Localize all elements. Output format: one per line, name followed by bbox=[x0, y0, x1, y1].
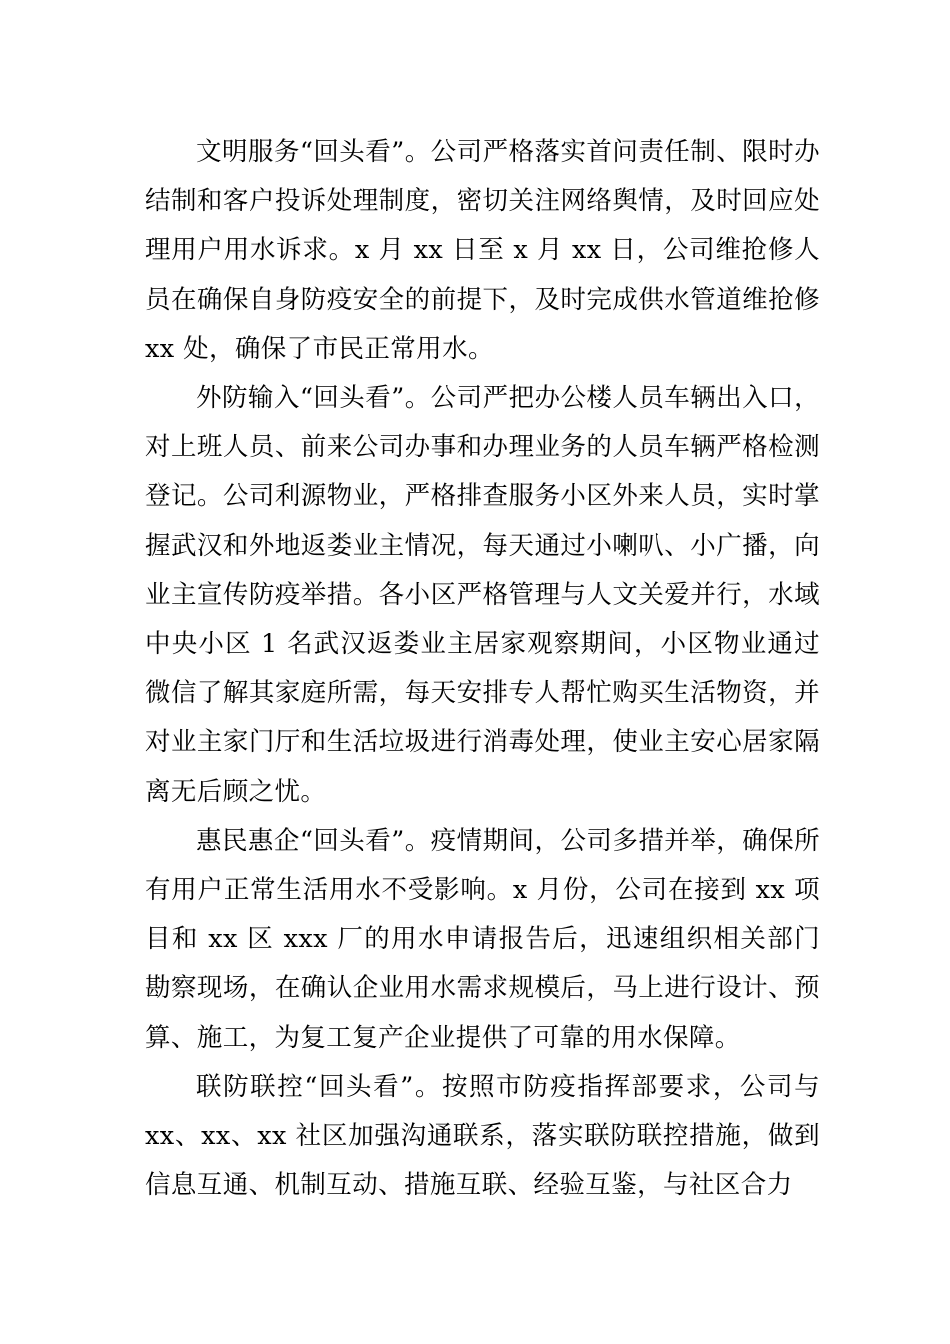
paragraph-external-prevention: 外防输入“回头看”。公司严把办公楼人员车辆出入口，对上班人员、前来公司办事和办理业务的人员车辆严格检测登记。公司利源物业，严格排查服务小区外来人员，实时掌握武汉和外地返娄业主情况，每天通过小喇叭、小广播，向业主宣传防疫举措。各小区严格管理与人文关爱并行，水域中央小区 1 名武汉返娄业主居家观察期间，小区物业通过微信了解其家庭所需，每天安排专人帮忙购买生活物资，并对业主家门厅和生活垃圾进行消毒处理，使业主安心居家隔离无后顾之忧。 bbox=[145, 383, 820, 807]
paragraph-joint-prevention: 联防联控“回头看”。按照市防疫指挥部要求，公司与 xx、xx、xx 社区加强沟通联系，落实联防联控措施，做到信息互通、机制互动、措施互联、经验互鉴，与社区合力 bbox=[145, 1071, 820, 1201]
paragraph-benefit-people-enterprises: 惠民惠企“回头看”。疫情期间，公司多措并举，确保所有用户正常生活用水不受影响。x 月份，公司在接到 xx 项目和 xx 区 xxx 厂的用水申请报告后，迅速组织相关部门勘察现场，在确认企业用水需求规模后，马上进行设计、预算、施工，为复工复产企业提供了可靠的用水保障。 bbox=[145, 825, 820, 1053]
paragraph-civilized-service: 文明服务“回头看”。公司严格落实首问责任制、限时办结制和客户投诉处理制度，密切关注网络舆情，及时回应处理用户用水诉求。x 月 xx 日至 x 月 xx 日，公司维抢修人员在确保自身防疫安全的前提下，及时完成供水管道维抢修 xx 处，确保了市民正常用水。 bbox=[145, 137, 820, 364]
document-body bbox=[145, 128, 820, 1210]
